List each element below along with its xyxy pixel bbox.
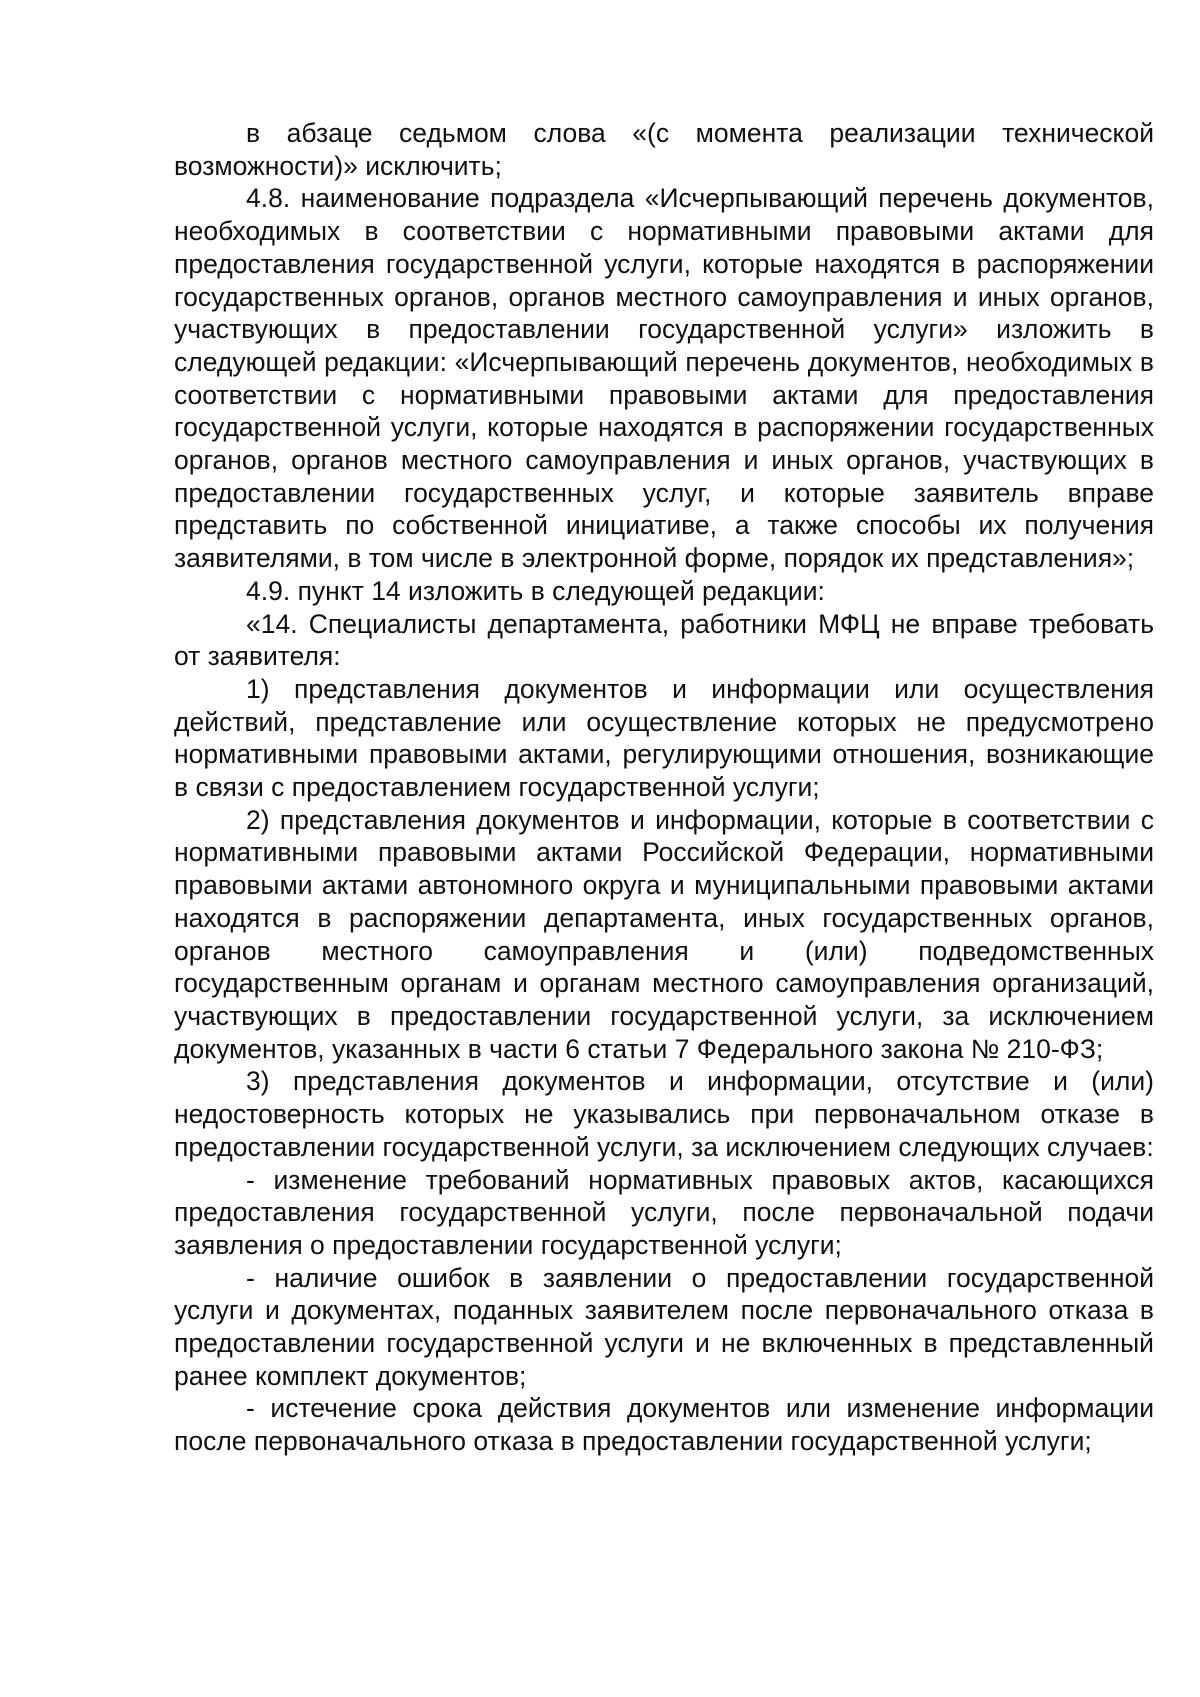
document-body (174, 117, 1154, 1458)
paragraph-4-9: 4.9. пункт 14 изложить в следующей редакции: (246, 575, 825, 606)
paragraph-4-8: 4.8. наименование подраздела «Исчерпывающий перечень документов, необходимых в соответствии с нормативными правовыми актами для предоставления государственной услуги, которые находятся в распоряжении государственных органов, органов местного самоуправления и иных органов, участвующих в предоставлении государственной услуги» изложить в следующей редакции: «Исчерпывающий перечень документов, необходимых в соответствии с нормативными правовыми актами для предоставления государственной услуги, которые находятся в распоряжении государственных органов, органов местного самоуправления и иных органов, участвующих в предоставлении государственных услуг, и которые заявитель вправе представить по собственной инициативе, а также способы их получения заявителями, в том числе в электронной форме, порядок их представления»; (174, 183, 1154, 574)
list-item-2: 2) представления документов и информации, которые в соответствии с нормативными правовыми актами Российской Федерации, нормативными правовыми актами автономного округа и муниципальными правовыми актами находятся в распоряжении департамента, иных государственных органов, органов местного самоуправления и (или) подведомственных государственным органам и органам местного самоуправления организаций, участвующих в предоставлении государственной услуги, за исключением документов, указанных в части 6 статьи 7 Федерального закона № 210-ФЗ; (174, 804, 1154, 1064)
list-item-3: 3) представления документов и информации, отсутствие и (или) недостоверность которых не указывались при первоначальном отказе в предоставлении государственной услуги, за исключением следующих случаев: (174, 1066, 1154, 1162)
paragraph-14-intro: «14. Специалисты департамента, работники МФЦ не вправе требовать от заявителя: (174, 608, 1154, 672)
dash-item-nalichie-oshibok: - наличие ошибок в заявлении о предоставлении государственной услуги и документах, поданных заявителем после первоначального отказа в предоставлении государственной услуги и не включенных в представленный ранее комплект документов; (174, 1262, 1154, 1391)
dash-item-istechenie-sroka: - истечение срока действия документов или изменение информации после первоначального отказа в предоставлении государственной услуги; (174, 1393, 1154, 1457)
dash-item-izmenenie-trebovaniy: - изменение требований нормативных правовых актов, касающихся предоставления государственной услуги, после первоначальной подачи заявления о предоставлении государственной услуги; (174, 1164, 1154, 1260)
list-item-1: 1) представления документов и информации или осуществления действий, представление или осуществление которых не предусмотрено нормативными правовыми актами, регулирующими отношения, возникающие в связи с предоставлением государственной услуги; (174, 673, 1154, 803)
paragraph-abzac-sedmoy: в абзаце седьмом слова «(с момента реализации технической возможности)» исключить; (174, 118, 1154, 181)
